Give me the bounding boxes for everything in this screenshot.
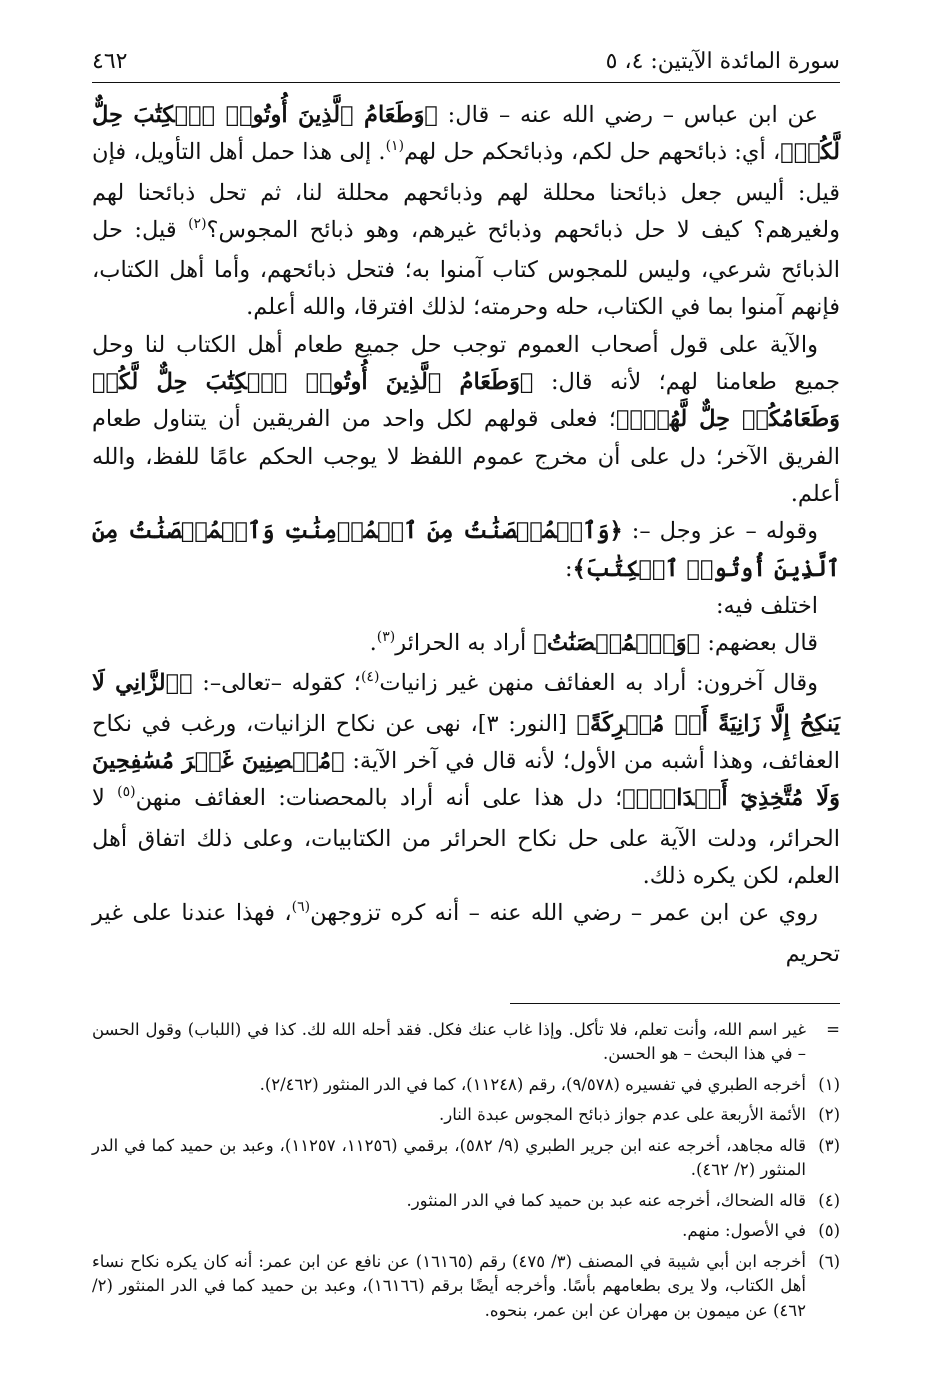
text-segment: عن ابن عباس – رضي الله عنه – قال: (437, 102, 818, 128)
footnote-separator (510, 1003, 840, 1004)
text-segment: ؛ فعلى قولهم لكل واحد من الفريقين أن يتناول طعام الفريق الآخر؛ دل على أن مخرج عموم اللفظ لا يوجب الحكم عامًا للفظ، والله أعلم. (92, 406, 840, 507)
page-number: ٤٦٢ (92, 49, 128, 74)
text-segment: اختلف فيه: (715, 592, 818, 619)
footnote-text: أخرجه ابن أبي شيبة في المصنف (٣/ ٤٧٥) رقم (١٦١٦٥) عن نافع عن ابن عمر: أنه كان يكره نكاح نساء أهل الكتاب، ولا يرى بطعامهم بأسًا. وأخرجه أيضًا برقم (١٦١٦٦)، وعبد بن حميد كما في الدر المنثور (٢/ ٤٦٢) عن ميمون بن مهران عن ابن عمر، بنحوه. (92, 1251, 806, 1320)
text-segment: ، فهذا عندنا على غير تحريم (92, 900, 840, 967)
page (92, 48, 840, 1329)
text-segment: روي عن ابن عمر – رضي الله عنه – أنه كره تزوجهن (310, 900, 818, 927)
footnote-marker: (٤) (360, 669, 380, 686)
footnote-text: أخرجه الطبري في تفسيره (٩/٥٧٨)، رقم (١١٢٤٨)، كما في الدر المنثور (٢/٤٦٢). (259, 1074, 806, 1094)
quran-verse: ﴿مُحۡصِنِينَ غَيۡرَ مُسَٰفِحِينَ وَلَا مُتَّخِذِيٓ أَخۡدَانٍۗ﴾ (92, 748, 840, 812)
text-segment: : (564, 555, 573, 582)
paragraph (92, 97, 840, 327)
footnote-marker: (٥) (117, 784, 136, 801)
text-segment: . (369, 630, 377, 657)
footnote-marker: (١) (385, 138, 405, 155)
footnote-number: (٣) (818, 1135, 840, 1155)
text-segment: ؛ دل هذا على أنه أراد بالمحصنات: العفائف منهن (135, 785, 623, 812)
running-header (92, 48, 840, 83)
footnote-number: = (826, 1019, 840, 1039)
running-title: سورة المائدة الآيتين: ٤، ٥ (605, 49, 840, 74)
text-segment: ، أي: ذبائحهم حل لكم، وذبائحكم حل لهم (404, 139, 781, 166)
text-segment: لا الحرائر، ودلت الآية على حل نكاح الحرائر من الكتابيات، وعلى ذلك اتفاق أهل العلم، لكن يكره ذلك. (92, 785, 840, 889)
footnote (92, 1018, 840, 1067)
text-segment: [النور: ٣]، نهى عن نكاح الزانيات، ورغب في نكاح العفائف، وهذا أشبه من الأول؛ لأنه قال في آخر الآية: (92, 710, 841, 775)
text-segment: ؛ كقوله –تعالى–: (192, 670, 361, 697)
quran-verse: ﴿وَٱلۡمُحۡصَنَٰتُ مِنَ ٱلۡمُؤۡمِنَٰتِ وَٱلۡمُحۡصَنَٰتُ مِنَ ٱلَّذِينَ أُوتُوا۟ ٱلۡكِتَٰبَ﴾ (92, 518, 840, 582)
footnote (92, 1250, 840, 1324)
paragraph (92, 895, 840, 973)
footnotes (92, 1018, 840, 1324)
text-segment: قيل: حل الذبائح شرعي، وليس للمجوس كتاب آمنوا به؛ فتحل ذبائحهم، وأما أهل الكتاب، فإنهم آمنوا بما في الكتاب، حله وحرمته؛ لذلك افترقا، والله أعلم. (92, 216, 840, 321)
footnote-text: قاله مجاهد، أخرجه عنه ابن جرير الطبري (٩/ ٥٨٢)، برقمي (١١٢٥٦، ١١٢٥٧)، وعبد بن حميد كما في الدر المنثور (٢/ ٤٦٢). (92, 1135, 806, 1180)
footnote (92, 1219, 840, 1244)
quran-verse: ﴿ٱلزَّانِي لَا يَنكِحُ إِلَّا زَانِيَةً أَوۡ مُشۡرِكَةً﴾ (92, 670, 840, 737)
footnote-marker: (٣) (376, 629, 396, 646)
footnote (92, 1103, 840, 1128)
quran-verse: ﴿وَٱلۡمُحۡصَنَٰتُ﴾ (533, 630, 701, 657)
footnote-marker: (٢) (188, 215, 207, 232)
paragraph (92, 327, 840, 513)
text-segment: . إلى هذا حمل أهل التأويل، فإن قيل: أليس جعل ذبائحنا محللة لهم وذبائحهم محللة لنا، ثم تحل ذبائحنا لهم ولغيرهم؟ كيف لا حل ذبائحهم وذبائح غيرهم، وهو ذبائح المجوس؟ (92, 139, 840, 243)
quran-verse: ﴿وَطَعَامُ ٱلَّذِينَ أُوتُوا۟ ٱلۡكِتَٰبَ حِلٌّ لَّكُمۡ وَطَعَامُكُمۡ حِلٌّ لَّهُمۡۖ﴾ (92, 369, 840, 433)
text-segment: قال بعضهم: (700, 630, 818, 657)
footnote (92, 1073, 840, 1098)
footnote (92, 1189, 840, 1214)
main-text (92, 97, 840, 973)
footnote-number: (١) (818, 1074, 840, 1094)
paragraph (92, 665, 840, 895)
quran-verse: ﴿وَطَعَامُ ٱلَّذِينَ أُوتُوا۟ ٱلۡكِتَٰبَ حِلٌّ لَّكُمۡ﴾ (92, 102, 840, 166)
footnote-number: (٥) (818, 1221, 840, 1241)
text-segment: أراد به الحرائر (395, 630, 534, 657)
paragraph (92, 588, 840, 625)
paragraph (92, 513, 840, 588)
footnote (92, 1134, 840, 1183)
footnote-text: في الأصول: منهم. (682, 1221, 806, 1241)
footnote-number: (٤) (818, 1190, 840, 1210)
footnote-marker: (٦) (291, 899, 311, 916)
footnote-text: الأئمة الأربعة على عدم جواز ذبائح المجوس عبدة النار. (439, 1105, 806, 1125)
text-segment: وقال آخرون: أراد به العفائف منهن غير زانيات (379, 670, 818, 697)
footnote-text: قاله الضحاك، أخرجه عنه عبد بن حميد كما في الدر المنثور. (406, 1190, 806, 1210)
footnote-number: (٢) (818, 1105, 840, 1125)
text-segment: وقوله – عز وجل –: (622, 518, 818, 545)
paragraph (92, 625, 840, 665)
footnote-number: (٦) (818, 1251, 840, 1271)
text-segment: والآية على قول أصحاب العموم توجب حل جميع طعام أهل الكتاب لنا وحل جميع طعامنا لهم؛ لأنه قال: (92, 331, 841, 396)
footnote-text: غير اسم الله، وأنت تعلم، فلا تأكل. وإذا غاب عنك فكل. فقد أحله الله لك. كذا في (اللباب) وقول الحسن – في هذا البحث – هو الحسن. (92, 1019, 806, 1064)
